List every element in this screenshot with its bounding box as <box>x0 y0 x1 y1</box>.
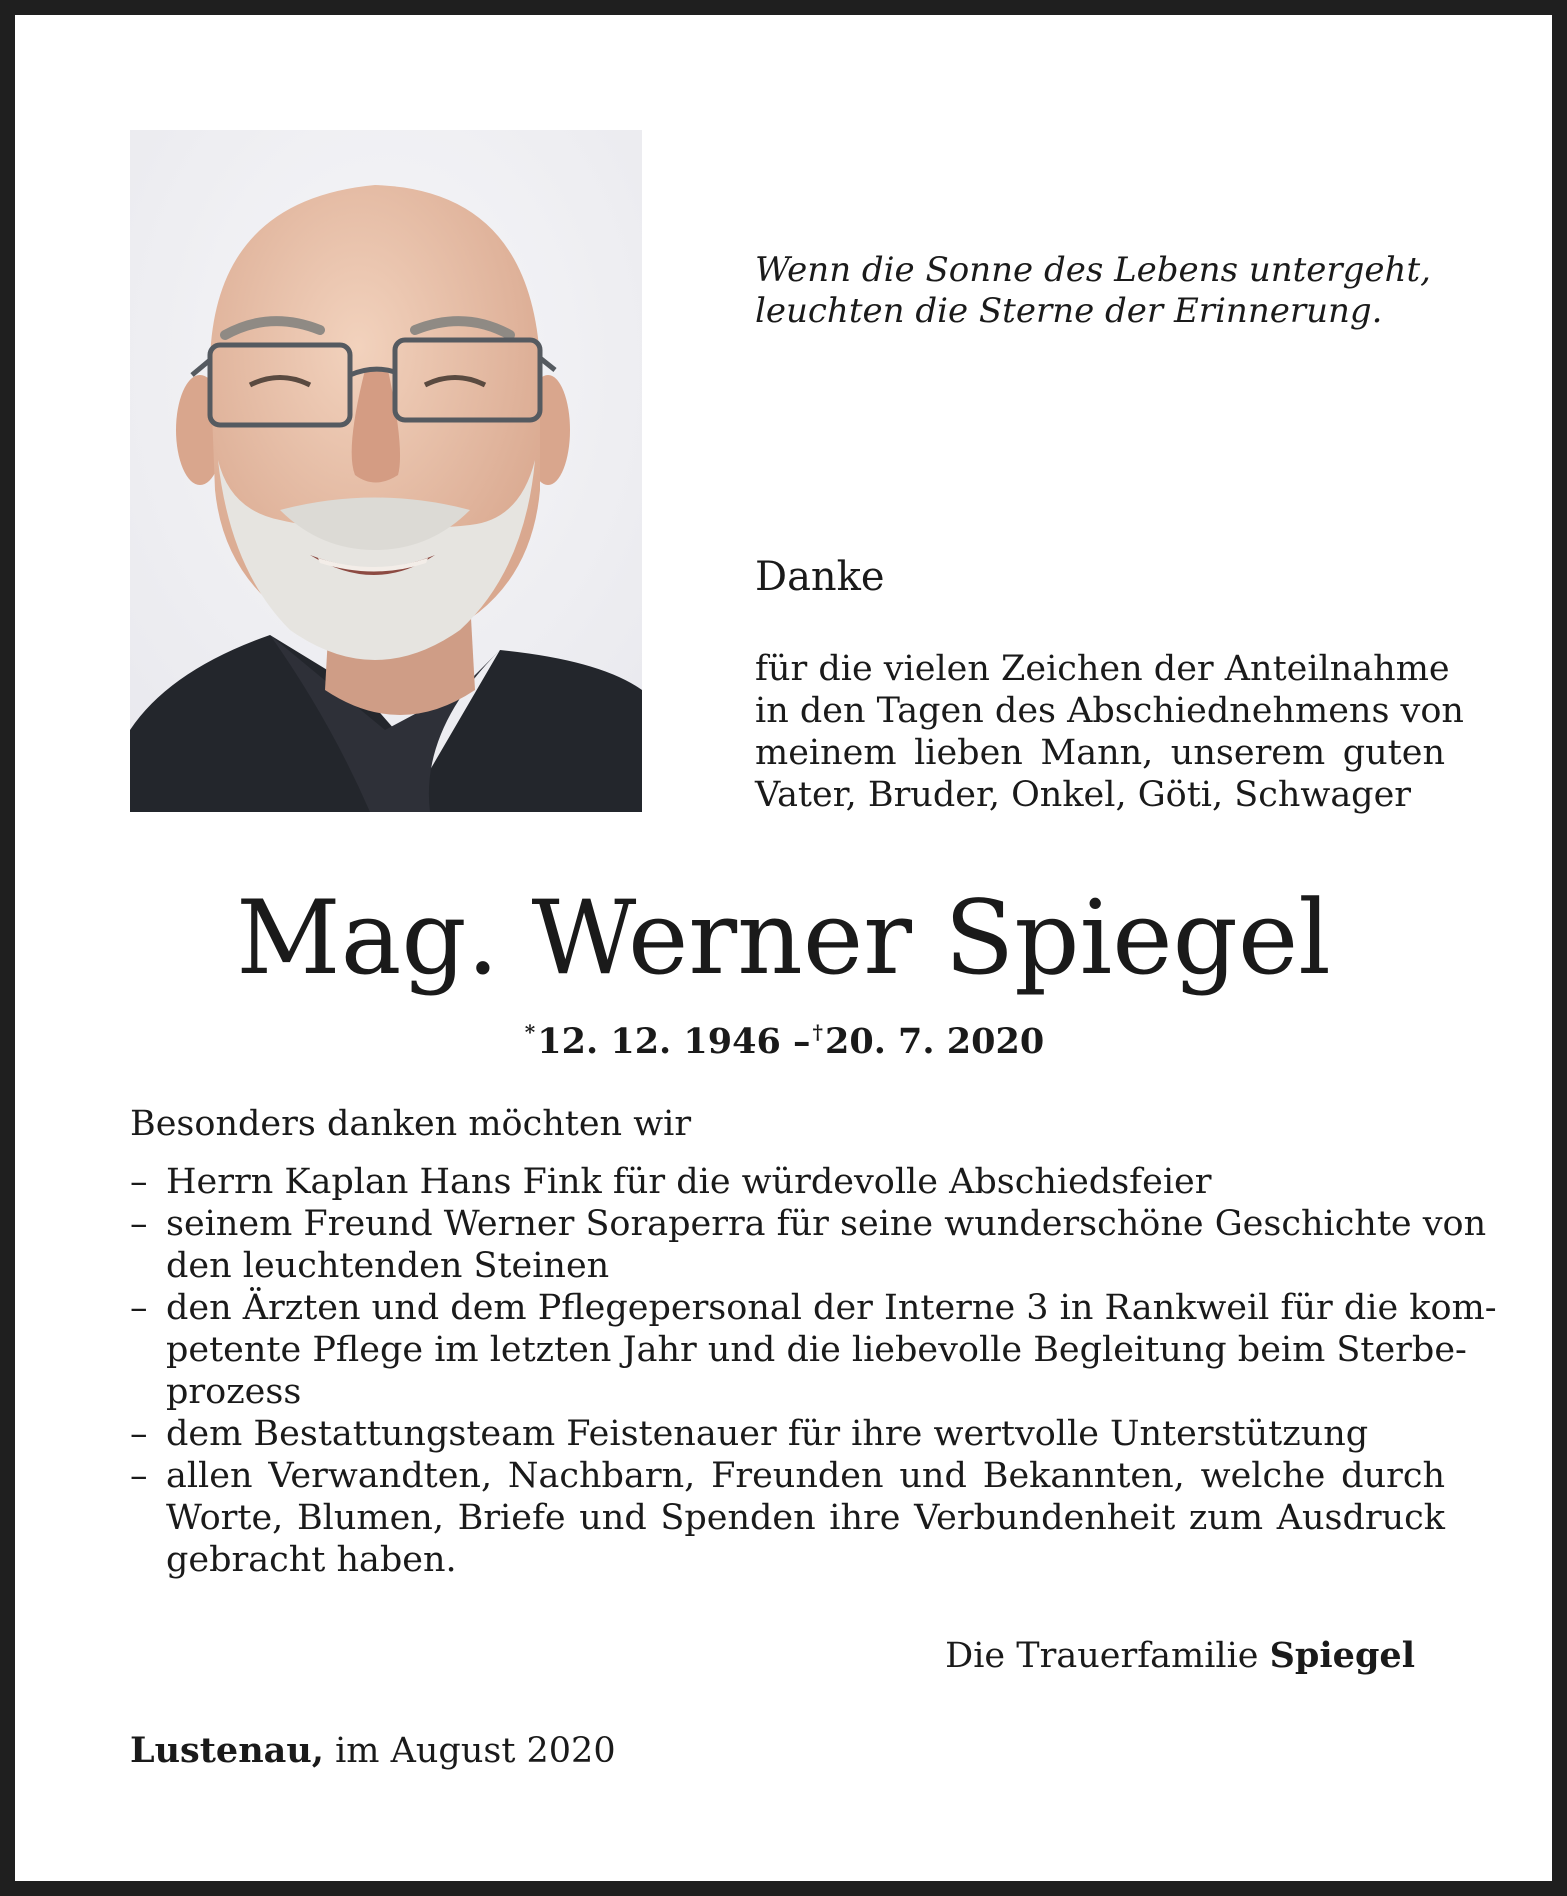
deceased-name: Mag. Werner Spiegel <box>236 879 1331 998</box>
list-item <box>130 1287 1497 1413</box>
death-date: 20. 7. 2020 <box>824 1021 1045 1062</box>
list-item-line: dem Bestattungsteam Feistenauer für ihre wertvolle Unterstützung <box>166 1414 1369 1454</box>
list-item <box>130 1413 1445 1455</box>
list-item-line: den Ärzten und dem Pflegepersonal der Interne 3 in Rankweil für die kom- <box>166 1288 1497 1328</box>
list-item-line: den leuchtenden Steinen <box>166 1246 610 1286</box>
place-date-text: im August 2020 <box>335 1731 616 1771</box>
thanks-line: meinem lieben Mann, unserem guten <box>755 733 1445 773</box>
thanks-line: für die vielen Zeichen der Anteilnahme <box>755 649 1450 689</box>
place-date <box>130 1730 616 1772</box>
quote-line-2: leuchten die Sterne der Erinnerung. <box>755 291 1383 331</box>
list-item-line: Herrn Kaplan Hans Fink für die würdevolle Abschiedsfeier <box>166 1162 1212 1202</box>
list-item-line: Worte, Blumen, Briefe und Spenden ihre Verbundenheit zum Ausdruck <box>166 1498 1445 1538</box>
list-item <box>130 1161 1445 1203</box>
memorial-quote <box>755 250 1455 332</box>
list-item-line: prozess <box>166 1372 302 1412</box>
place-town: Lustenau, <box>130 1730 324 1771</box>
dash-bullet: – <box>130 1204 148 1244</box>
dash-bullet: – <box>130 1456 148 1496</box>
dash-bullet: – <box>130 1288 148 1328</box>
family-signature <box>945 1635 1415 1677</box>
acknowledgements-list <box>130 1161 1497 1581</box>
birth-symbol: * <box>524 1020 536 1044</box>
portrait-photo <box>130 130 642 812</box>
birth-date: 12. 12. 1946 – <box>537 1021 811 1062</box>
acknowledgements-intro: Besonders danken möchten wir <box>130 1104 692 1144</box>
list-item-line: allen Verwandten, Nachbarn, Freunden und Bekannten, welche durch <box>166 1456 1445 1496</box>
portrait-illustration <box>130 130 642 812</box>
life-dates <box>15 1011 1552 1063</box>
dash-bullet: – <box>130 1414 148 1454</box>
thanks-heading: Danke <box>755 554 885 600</box>
death-symbol: † <box>812 1020 823 1044</box>
list-item <box>130 1203 1487 1287</box>
thanks-line: in den Tagen des Abschiednehmens von <box>755 691 1464 731</box>
list-item-line: seinem Freund Werner Soraperra für seine wunderschöne Geschichte von <box>166 1204 1487 1244</box>
dash-bullet: – <box>130 1162 148 1202</box>
quote-line-1: Wenn die Sonne des Lebens untergeht, <box>755 250 1431 290</box>
list-item-line: gebracht haben. <box>166 1540 457 1580</box>
family-surname: Spiegel <box>1269 1635 1415 1676</box>
list-item <box>130 1455 1445 1581</box>
list-item-line: petente Pflege im letzten Jahr und die liebevolle Begleitung beim Sterbe- <box>166 1330 1467 1370</box>
family-prefix: Die Trauerfamilie <box>945 1636 1259 1676</box>
thanks-paragraph <box>755 648 1464 816</box>
thanks-line: Vater, Bruder, Onkel, Göti, Schwager <box>755 775 1412 815</box>
